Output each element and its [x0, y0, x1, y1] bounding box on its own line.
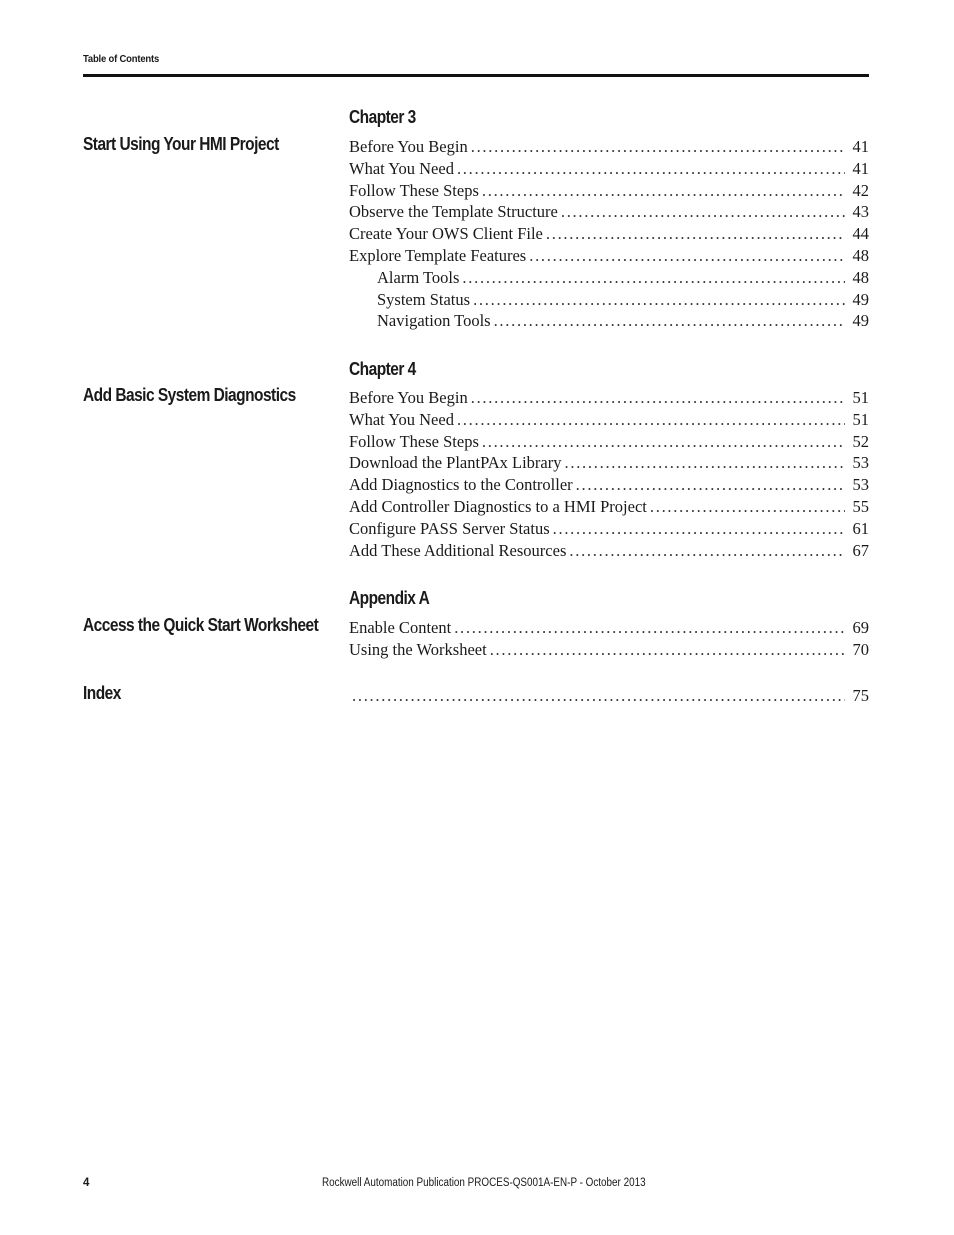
page-number: 53: [852, 475, 869, 495]
toc-entry[interactable]: Using the Worksheet . . . 70: [349, 639, 869, 661]
page-number: 49: [852, 311, 869, 331]
page-number: 70: [852, 639, 869, 659]
page-number: 75: [852, 686, 869, 705]
toc-entry[interactable]: Observe the Template Structure . . . 43: [349, 201, 869, 223]
toc-entry[interactable]: Follow These Steps . . . 52: [349, 431, 869, 453]
toc-subentry[interactable]: Navigation Tools . . . 49: [349, 310, 869, 332]
page-number: 61: [852, 518, 869, 538]
toc-entry[interactable]: Download the PlantPAx Library . . . 53: [349, 452, 869, 474]
chapter-label: Chapter 3: [349, 107, 416, 127]
chapter-label: Chapter 4: [349, 359, 416, 379]
section-title: Add Basic System Diagnostics: [83, 385, 296, 405]
page-number: 51: [852, 388, 869, 407]
toc-entry-list: [349, 136, 869, 332]
page-number: 42: [852, 180, 869, 200]
toc-subentry[interactable]: System Status . . . 49: [349, 289, 869, 311]
page-number: 53: [852, 453, 869, 473]
toc-entry-list: [349, 617, 869, 661]
chapter-label: Appendix A: [349, 588, 430, 608]
toc-entry-list: [349, 387, 869, 561]
section-title: Index: [83, 683, 121, 703]
page-number: 67: [852, 540, 869, 560]
toc-entry[interactable]: Enable Content . . . 69: [349, 617, 869, 639]
running-head: Table of Contents: [83, 53, 160, 65]
toc-entry[interactable]: Explore Template Features . . . 48: [349, 245, 869, 267]
page-number: 55: [852, 496, 869, 516]
toc-entry[interactable]: What You Need . . . 51: [349, 409, 869, 431]
toc-entry[interactable]: Add Diagnostics to the Controller . . . 53: [349, 474, 869, 496]
footer-page-number: 4: [83, 1177, 90, 1189]
toc-entry[interactable]: [349, 685, 869, 707]
page-number: 51: [852, 409, 869, 429]
section-title: Start Using Your HMI Project: [83, 134, 279, 154]
toc-entry-list: [349, 685, 869, 707]
toc-entry[interactable]: Add These Additional Resources . . . 67: [349, 540, 869, 562]
toc-entry[interactable]: Configure PASS Server Status . . . 61: [349, 518, 869, 540]
page-number: 52: [852, 431, 869, 451]
toc-entry[interactable]: Before You Begin . . . 51: [349, 387, 869, 409]
toc-entry[interactable]: What You Need . . . 41: [349, 158, 869, 180]
page-number: 41: [852, 158, 869, 178]
page-number: 41: [852, 137, 869, 156]
toc-entry[interactable]: Create Your OWS Client File . . . 44: [349, 223, 869, 245]
header-rule: [83, 74, 869, 77]
page-number: 69: [852, 618, 869, 637]
page-number: 48: [852, 245, 869, 265]
toc-entry[interactable]: Before You Begin . . . 41: [349, 136, 869, 158]
section-title: Access the Quick Start Worksheet: [83, 615, 319, 635]
footer-publication: Rockwell Automation Publication PROCES-QS001A-EN-P - October 2013: [322, 1177, 646, 1189]
toc-entry[interactable]: Follow These Steps . . . 42: [349, 180, 869, 202]
page-number: 48: [852, 267, 869, 287]
page-number: 44: [852, 224, 869, 244]
page-number: 49: [852, 289, 869, 309]
page-number: 43: [852, 202, 869, 222]
toc-subentry[interactable]: Alarm Tools . . . 48: [349, 267, 869, 289]
toc-entry[interactable]: Add Controller Diagnostics to a HMI Project . . . 55: [349, 496, 869, 518]
